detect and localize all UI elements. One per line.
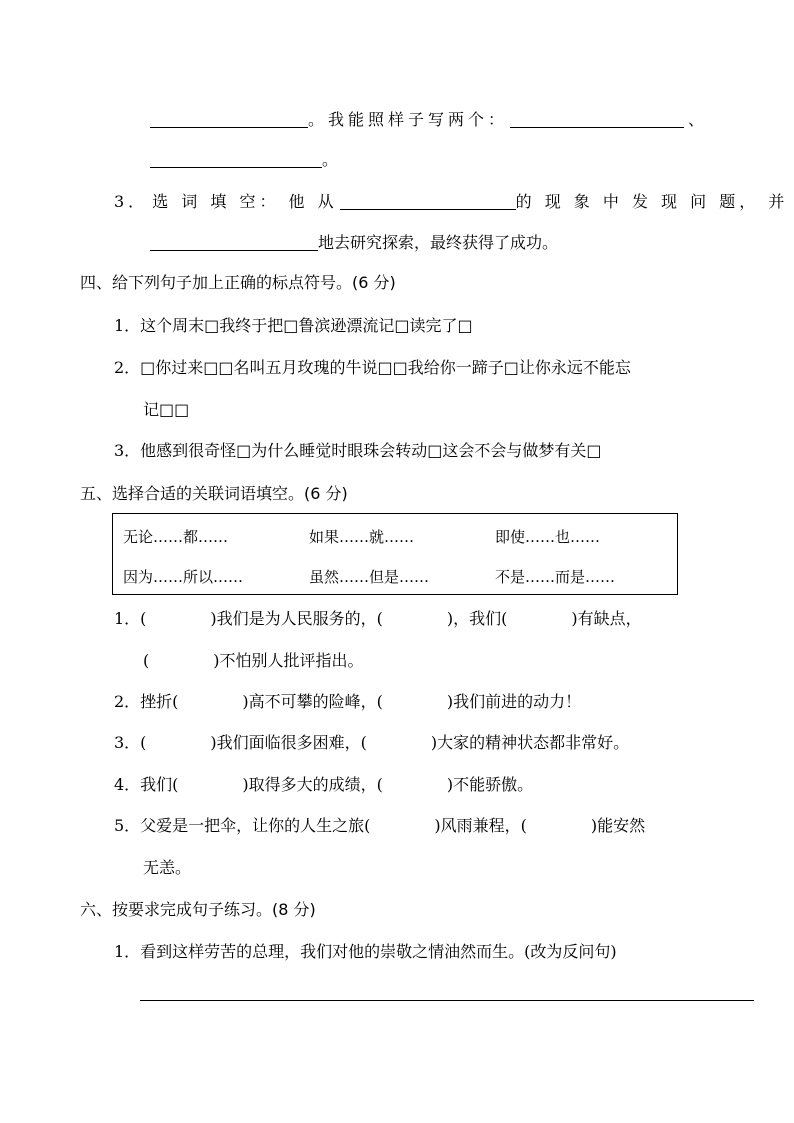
item-text: 的 现 象 中 发 现 问 题， 并 <box>515 192 789 211</box>
word-option: 即使……也…… <box>495 528 601 546</box>
blank[interactable] <box>150 234 318 251</box>
word-option: 不是……而是…… <box>495 568 616 586</box>
answer-line[interactable] <box>140 1000 754 1001</box>
item-text: 地去研究探索，最终获得了成功。 <box>318 233 559 252</box>
item-number: 3． <box>114 192 149 211</box>
s5-q5-cont: 无恙。 <box>143 858 192 877</box>
punctuation: 、 <box>688 110 705 129</box>
blank[interactable] <box>340 193 516 210</box>
fill-line-2 <box>150 150 338 170</box>
s5-q1-cont: ( )不怕别人批评指出。 <box>143 651 364 670</box>
s5-q4: 4．我们( )取得多大的成绩，( )不能骄傲。 <box>114 775 534 794</box>
s4-item-1: 1．这个周末□我终于把□鲁滨逊漂流记□读完了□ <box>114 316 473 335</box>
word-option: 如果……就…… <box>309 528 415 546</box>
s5-q5: 5．父爱是一把伞，让你的人生之旅( )风雨兼程，( )能安然 <box>114 816 646 835</box>
fill-line-1 <box>150 110 704 130</box>
s5-q1: 1．( )我们是为人民服务的，( )，我们( )有缺点， <box>114 609 642 628</box>
instruction-text: 。我能照样子写两个： <box>308 110 509 129</box>
s4-item-2: 2．□你过来□□名叫五月玫瑰的牛说□□我给你一蹄子□让你永远不能忘 <box>114 358 631 377</box>
item-text: 选 词 填 空： 他 从 <box>152 192 338 211</box>
word-option: 虽然……但是…… <box>309 568 430 586</box>
section-5-title: 五、选择合适的关联词语填空。(6 分) <box>80 484 348 503</box>
word-option: 无论……都…… <box>123 528 229 546</box>
blank[interactable] <box>150 111 308 128</box>
punctuation: 。 <box>322 150 339 169</box>
section-4-title: 四、给下列句子加上正确的标点符号。(6 分) <box>80 273 396 292</box>
section-6-title: 六、按要求完成句子练习。(8 分) <box>80 900 316 919</box>
s5-q3: 3．( )我们面临很多困难，( )大家的精神状态都非常好。 <box>114 733 630 752</box>
item-3 <box>114 192 788 212</box>
s4-item-3: 3．他感到很奇怪□为什么睡觉时眼珠会转动□这会不会与做梦有关□ <box>114 441 602 460</box>
word-bank <box>112 513 678 595</box>
s4-item-2-cont: 记□□ <box>143 400 190 419</box>
s5-q2: 2．挫折( )高不可攀的险峰，( )我们前进的动力！ <box>114 692 582 711</box>
blank[interactable] <box>150 151 322 168</box>
s6-q1: 1．看到这样劳苦的总理，我们对他的崇敬之情油然而生。(改为反问句) <box>114 942 617 961</box>
item-3-cont <box>150 233 558 253</box>
blank[interactable] <box>510 111 684 128</box>
word-option: 因为……所以…… <box>123 568 244 586</box>
